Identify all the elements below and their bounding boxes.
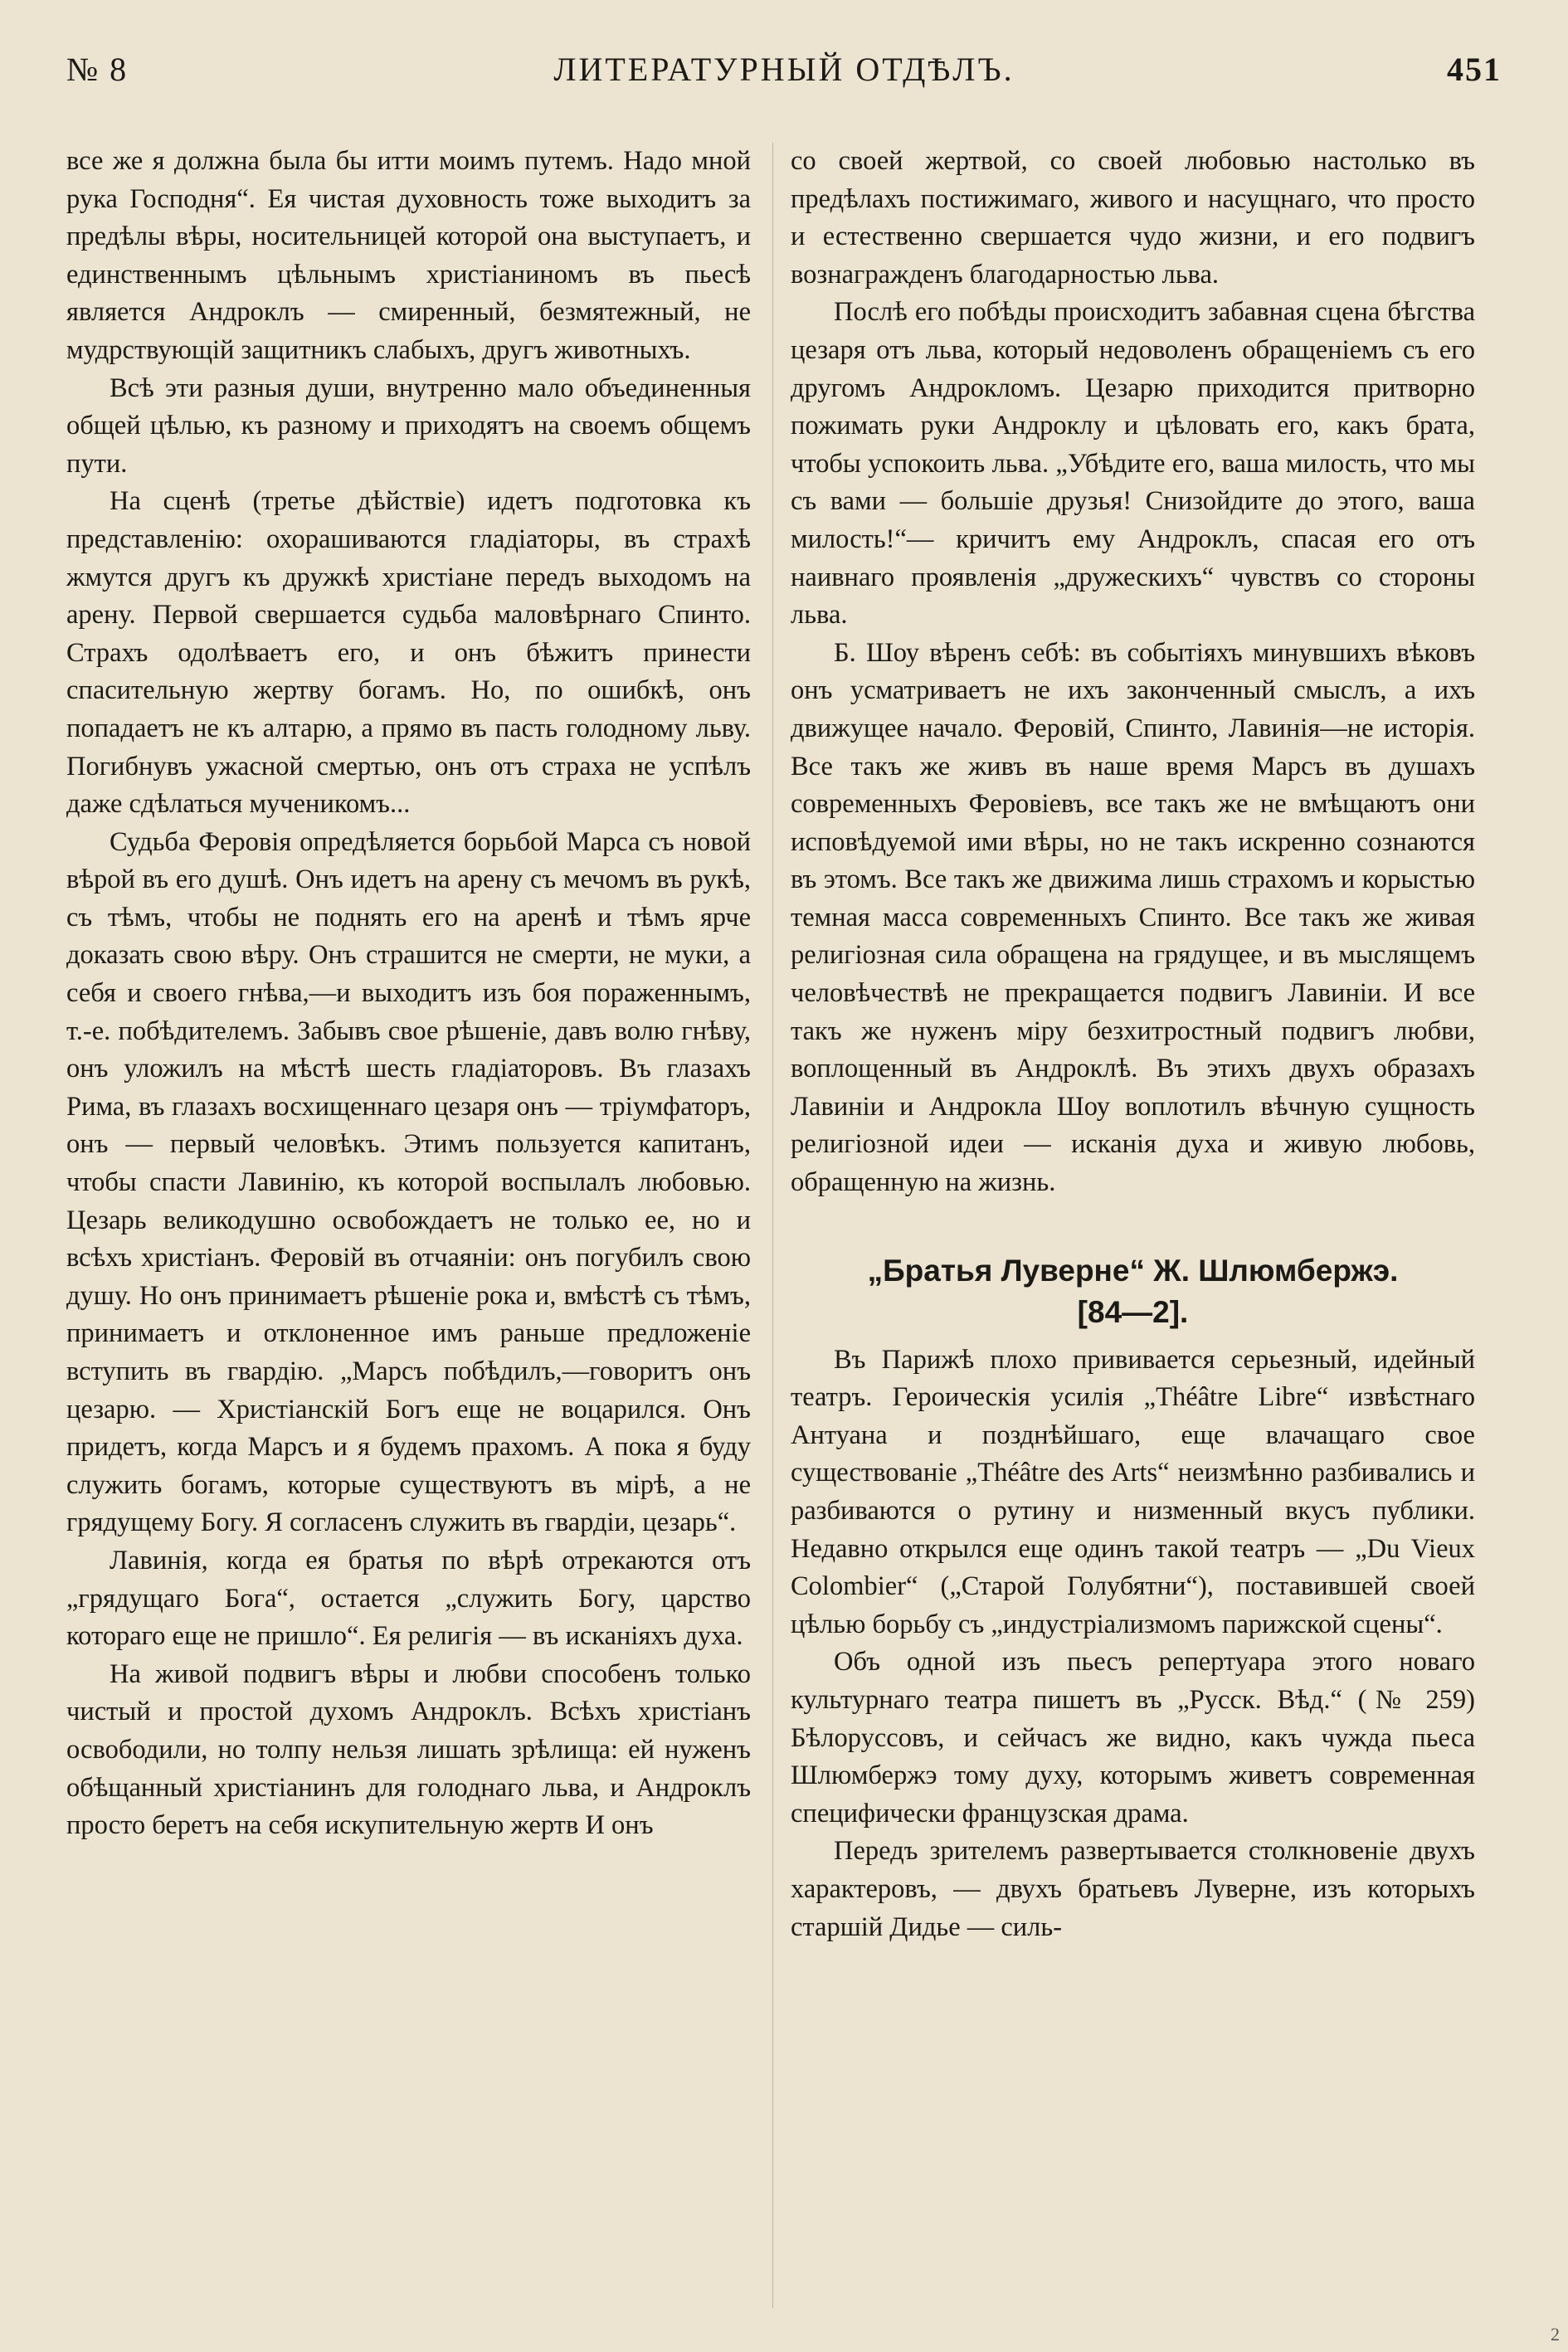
paragraph: На сценѣ (третье дѣйствіе) идетъ подготовка къ представленію: охорашиваются гладіаторы, въ страхѣ жмутся другъ къ дружкѣ христіане передъ выходомъ на арену. Первой свершается судьба маловѣрнаго Спинто. Страхъ одолѣваетъ его, и онъ бѣжитъ принести спасительную жертву богамъ. Но, по ошибкѣ, онъ попадаетъ не къ алтарю, а прямо въ пасть голодному льву. Погибнувъ ужасной смертью, онъ отъ страха не успѣлъ даже сдѣлаться мученикомъ... <box>66 486 751 820</box>
running-header <box>66 50 1502 100</box>
article-heading <box>791 1250 1475 1333</box>
paragraph: Въ Парижѣ плохо прививается серьезный, идейный театръ. Героическія усилія „Théâtre Libre“ извѣстнаго Антуана и позднѣйшаго, еще влачащаго свое существованіе „Théâtre des Arts“ неизмѣнно разбивались и разбиваются о рутину и низменный вкусъ публики. Недавно открылся еще одинъ такой театръ — „Du Vieux Colombier“ („Старой Голубятни“), поставившей своей цѣлью борьбу съ „индустріализмомъ парижской сцены“. <box>791 1344 1475 1639</box>
right-column <box>791 143 1475 1946</box>
paragraph: Объ одной изъ пьесъ репертуара этого новаго культурнаго театра пишетъ въ „Русск. Вѣд.“ (№ 259) Бѣлоруссовъ, и сейчасъ же видно, какъ чужда пьеса Шлюмбержэ тому духу, которымъ живетъ современная специфически французская драма. <box>791 1647 1475 1829</box>
paragraph: Лавинія, когда ея братья по вѣрѣ отрекаются отъ „грядущаго Бога“, остается „служить Богу, царство котораго еще не пришло“. Ея религія — въ исканіяхъ духа. <box>66 1545 751 1652</box>
issue-number: № 8 <box>66 51 129 88</box>
paragraph: Послѣ его побѣды происходитъ забавная сцена бѣгства цезаря отъ льва, который недоволенъ обращеніемъ съ его другомъ Андрокломъ. Цезарю приходится притворно пожимать руки Андроклу и цѣловать его, какъ брата, чтобы успокоить льва. „Убѣдите его, ваша милость, что мы съ вами — большіе друзья! Снизойдите до этого, ваша милость!“— кричитъ ему Андроклъ, спасая его отъ наивнаго проявленія „дружескихъ“ чувствъ со стороны льва. <box>791 297 1475 631</box>
article-title: „Братья Луверне“ Ж. Шлюмбержэ. <box>867 1253 1399 1288</box>
paragraph: все же я должна была бы итти моимъ путемъ. Надо мной рука Господня“. Ея чистая духовность тоже выходитъ за предѣлы вѣры, носительницей которой она выступаетъ, и единственнымъ цѣльнымъ христіаниномъ въ пьесѣ является Андроклъ — смиренный, безмятежный, не мудрствующій защитникъ слабыхъ, другъ животныхъ. <box>66 146 751 365</box>
paragraph: со своей жертвой, со своей любовью настолько въ предѣлахъ постижимаго, живого и насущнаго, что просто и естественно свершается чудо жизни, и его подвигъ вознагражденъ благодарностью льва. <box>791 146 1475 290</box>
paragraph: Судьба Феровія опредѣляется борьбой Марса съ новой вѣрой въ его душѣ. Онъ идетъ на арену съ мечомъ въ рукѣ, съ тѣмъ, чтобы не поднять его на аренѣ и тѣмъ ярче доказать свою вѣру. Онъ страшится не смерти, не муки, а себя и своего гнѣва,—и выходитъ изъ боя пораженнымъ, т.-е. побѣдителемъ. Забывъ свое рѣшеніе, давъ волю гнѣву, онъ уложилъ на мѣстѣ шесть гладіаторовъ. Въ глазахъ Рима, въ глазахъ восхищеннаго цезаря онъ — тріумфаторъ, онъ — первый человѣкъ. Этимъ пользуется капитанъ, чтобы спасти Лавинію, къ которой воспылалъ любовью. Цезарь великодушно освобождаетъ не только ее, но и всѣхъ христіанъ. Феровій въ отчаяніи: онъ погубилъ свою душу. Но онъ принимаетъ рѣшеніе рока и, вмѣстѣ съ тѣмъ, принимаетъ и отклоненное имъ раньше предложеніе вступить въ гвардію. „Марсъ побѣдилъ,—говоритъ онъ цезарю. — Христіанскій Богъ еще не воцарился. Онъ придетъ, когда Марсъ и я будемъ прахомъ. А пока я буду служить богамъ, которые существуютъ въ мірѣ, а не грядущему Богу. Я согласенъ служить въ гвардіи, цезарь“. <box>66 826 751 1538</box>
paragraph: Б. Шоу вѣренъ себѣ: въ событіяхъ минувшихъ вѣковъ онъ усматриваетъ не ихъ законченный смыслъ, а ихъ движущее начало. Феровій, Спинто, Лавинія—не исторія. Все такъ же живъ въ наше время Марсъ въ душахъ современныхъ Феровіевъ, все такъ же не вмѣщаютъ они исповѣдуемой ими вѣры, но не такъ искренно сознаются въ этомъ. Все такъ же движима лишь страхомъ и корыстью темная масса современныхъ Спинто. Все такъ же живая религіозная сила обращена на грядущее, и въ мыслящемъ человѣчествѣ не прекращается подвигъ Лавиніи. И все такъ же нуженъ міру безхитростный подвигъ любви, воплощенный въ Андроклѣ. Въ этихъ двухъ образахъ Лавиніи и Андрокла Шоу воплотилъ вѣчную сущность религіозной идеи — исканія духа и живую любовь, обращенную на жизнь. <box>791 637 1475 1198</box>
left-column <box>66 143 751 1845</box>
paragraph: На живой подвигъ вѣры и любви способенъ только чистый и простой духомъ Андроклъ. Всѣхъ христіанъ освободили, но толпу нельзя лишать зрѣлища: ей нуженъ обѣщанный христіанинъ для голоднаго льва, и Андроклъ просто беретъ на себя искупительную жертв И онъ <box>66 1658 751 1841</box>
page-number: 451 <box>1447 51 1502 88</box>
signature-mark: 2 <box>1551 2324 1560 2345</box>
section-title: ЛИТЕРАТУРНЫЙ ОТДѢЛЪ. <box>553 51 1015 88</box>
journal-page <box>66 50 1502 2323</box>
paragraph: Всѣ эти разныя души, внутренно мало объединенныя общей цѣлью, къ разному и приходятъ на своемъ общемъ пути. <box>66 373 751 479</box>
column-divider <box>772 143 773 2308</box>
article-code: [84—2]. <box>1077 1294 1189 1329</box>
paragraph: Передъ зрителемъ развертывается столкновеніе двухъ характеровъ, — двухъ братьевъ Луверне, изъ которыхъ старшій Дидье — силь- <box>791 1836 1475 1942</box>
